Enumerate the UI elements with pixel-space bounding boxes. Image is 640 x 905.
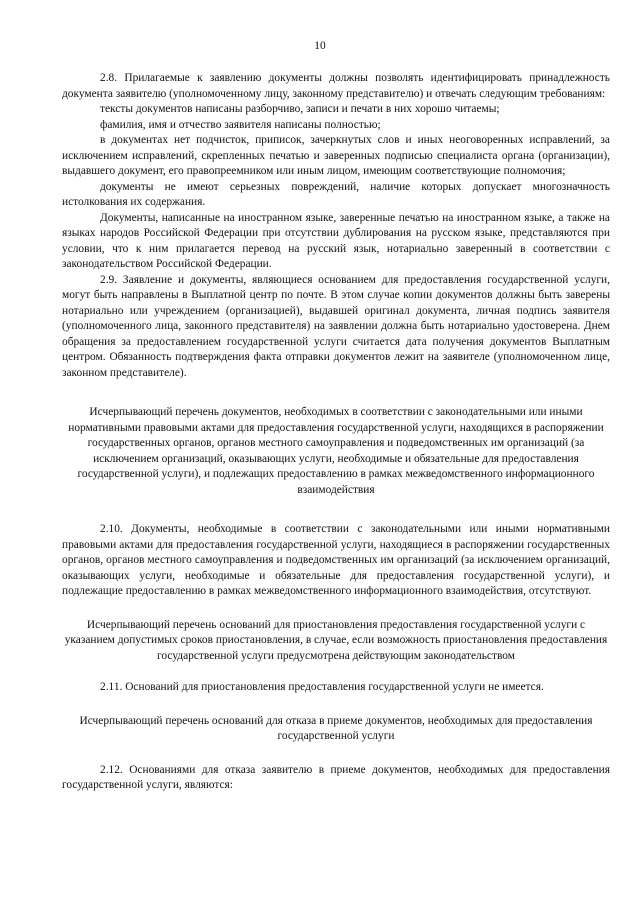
section-heading-refusal-grounds: Исчерпывающий перечень оснований для отказа в приеме документов, необходимых для предоставления государственной услуги [79, 714, 593, 742]
requirement-no-damage: документы не имеют серьезных повреждений, наличие которых допускает многозначность истолкования их содержания. [62, 180, 610, 208]
paragraph-2-10: 2.10. Документы, необходимые в соответствии с законодательными или иными нормативными правовыми актами для предоставления государственной услуги, находящиеся в распоряжении государственных органов, органов местного самоуправления и подведомственных им организаций (за исключением организаций, оказывающих услуги, необходимые и обязательные для предоставления государственной услуги), и подлежащие предоставлению в рамках межведомственного информационного взаимодействия, отсутствуют. [62, 523, 610, 597]
requirement-full-name: фамилия, имя и отчество заявителя написаны полностью; [100, 118, 381, 131]
section-heading-suspension-grounds: Исчерпывающий перечень оснований для приостановления предоставления государственной услуги с указанием допустимых сроков приостановления, в случае, если возможность приостановления предоставления государственной услуги предусмотрена действующим законодательством [64, 618, 608, 662]
requirement-legible: тексты документов написаны разборчиво, записи и печати в них хорошо читаемы; [100, 103, 500, 115]
document-body [62, 71, 610, 794]
paragraph-2-9: 2.9. Заявление и документы, являющиеся основанием для предоставления государственной услуги, могут быть направлены в Выплатной центр по почте. В этом случае копии документов должны быть заверены нотариально или учреждением (организацией), выдавшей оригинал документа, личная подпись заявителя (уполномоченного лица, законного представителя) на заявлении должна быть нотариально удостоверена. Днем обращения за предоставлением государственной услуги считается дата получения документов Выплатным центром. Обязанность подтверждения факта отправки документов лежит на заявителе (уполномоченном лице, законном представителе). [62, 273, 610, 379]
paragraph-foreign-documents: Документы, написанные на иностранном языке, заверенные печатью на иностранном языке, а также на языках народов Российской Федерации при отсутствии дублирования на русском языке, представляются при условии, что к ним прилагается перевод на русский язык, нотариально заверенный в соответствии с законодательством Российской Федерации. [62, 211, 610, 270]
paragraph-2-11: 2.11. Оснований для приостановления предоставления государственной услуги не имеется. [100, 681, 544, 693]
requirement-no-corrections: в документах нет подчисток, приписок, зачеркнутых слов и иных неоговоренных исправлений, за исключением исправлений, скрепленных печатью и заверенных подписью специалиста органа (организации), выдавшего документ, его правопреемником или иным лицом, имеющим соответствующие полномочия; [62, 134, 610, 177]
page-number: 10 [314, 40, 326, 52]
paragraph-2-12: 2.12. Основаниями для отказа заявителю в приеме документов, необходимых для предоставления государственной услуги, являются: [62, 763, 610, 791]
section-heading-documents-list: Исчерпывающий перечень документов, необходимых в соответствии с законодательными или иными нормативными правовыми актами для предоставления государственной услуги, находящихся в распоряжении государственных органов, органов местного самоуправления и подведомственных им организаций (за исключением организаций, оказывающих услуги, необходимые и обязательные для предоставления государственной услуги), и подлежащих предоставлению в рамках межведомственного информационного взаимодействия [68, 406, 604, 496]
paragraph-2-8-intro: 2.8. Прилагаемые к заявлению документы должны позволять идентифицировать принадлежность документа заявителю (уполномоченному лицу, законному представителю) и отвечать следующим требованиям: [62, 72, 610, 100]
